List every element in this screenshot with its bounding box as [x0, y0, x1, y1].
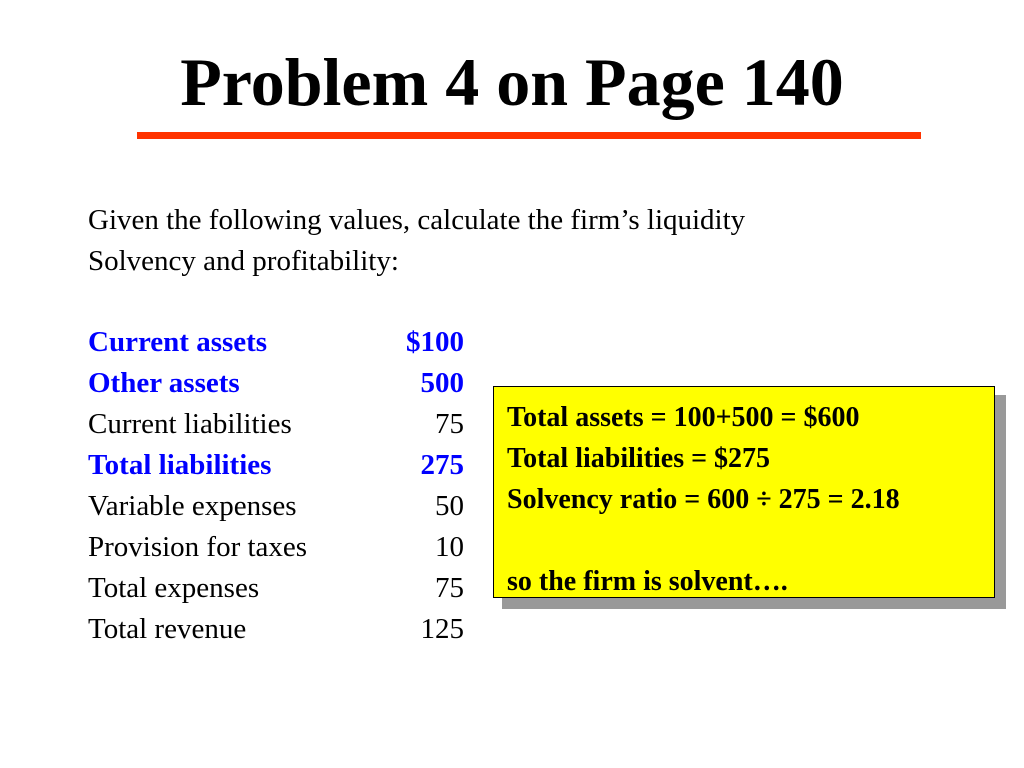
value-amount: 75 [435, 572, 464, 604]
value-label: Current liabilities [88, 408, 292, 440]
problem-statement-line-2: Solvency and profitability: [88, 245, 399, 277]
value-label: Provision for taxes [88, 531, 308, 563]
value-label: Total revenue [88, 613, 247, 645]
value-amount: 10 [435, 531, 464, 563]
problem-statement [88, 200, 888, 282]
title-underline [137, 132, 921, 139]
values-row [88, 486, 464, 527]
values-row [88, 445, 464, 486]
values-row [88, 568, 464, 609]
value-amount: 500 [420, 367, 464, 399]
values-row [88, 527, 464, 568]
value-label: Total expenses [88, 572, 260, 604]
values-row [88, 363, 464, 404]
value-amount: 75 [435, 408, 464, 440]
value-amount: 125 [420, 613, 464, 645]
value-label: Total liabilities [88, 449, 272, 481]
callout-line-4: so the firm is solvent…. [507, 566, 788, 597]
problem-statement-line-1: Given the following values, calculate the firm’s liquidity [88, 204, 746, 236]
value-label: Variable expenses [88, 490, 297, 522]
value-amount: 275 [420, 449, 464, 481]
value-amount: $100 [406, 326, 464, 358]
value-label: Current assets [88, 326, 268, 358]
value-amount: 50 [435, 490, 464, 522]
slide-title: Problem 4 on Page 140 [180, 44, 844, 120]
values-table [88, 322, 464, 650]
callout-spacer [507, 520, 994, 561]
values-row [88, 322, 464, 363]
callout-line-3: Solvency ratio = 600 ÷ 275 = 2.18 [507, 484, 900, 515]
values-row [88, 609, 464, 650]
values-row [88, 404, 464, 445]
solution-callout-box [493, 386, 995, 598]
callout-line-1: Total assets = 100+500 = $600 [507, 402, 860, 433]
callout-line-2: Total liabilities = $275 [507, 443, 771, 474]
value-label: Other assets [88, 367, 240, 399]
